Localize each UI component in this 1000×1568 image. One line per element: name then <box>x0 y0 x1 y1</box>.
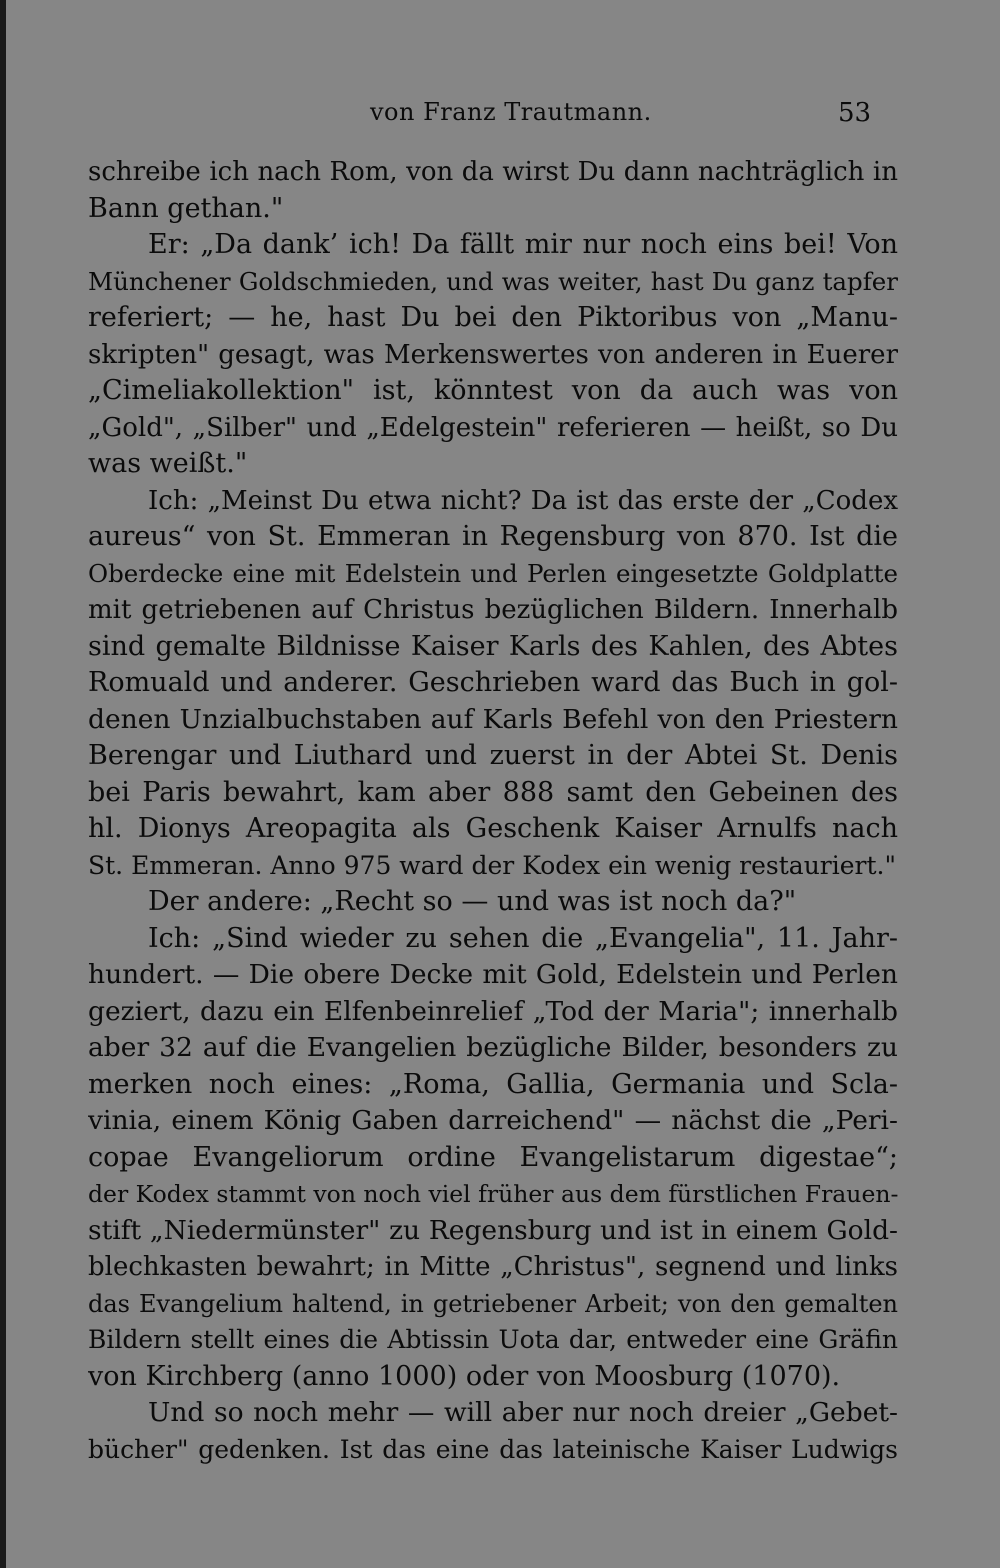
text-line: St. Emmeran. Anno 975 ward der Kodex ein wenig restauriert." <box>88 850 896 880</box>
text-line: aber 32 auf die Evangelien bezügliche Bilder, besonders zu <box>88 1032 898 1063</box>
text-line: stift „Niedermünster" zu Regensburg und ist in einem Gold- <box>88 1214 898 1246</box>
text-line: vinia, einem König Gaben darreichend" — nächst die „Peri- <box>88 1105 898 1136</box>
text-line: was weißt." <box>88 448 248 479</box>
text-line: Ich: „Sind wieder zu sehen die „Evangelia", 11. Jahr- <box>148 922 898 954</box>
text-line: hl. Dionys Areopagita als Geschenk Kaiser Arnulfs nach <box>88 813 898 844</box>
text-line: Oberdecke eine mit Edelstein und Perlen eingesetzte Goldplatte <box>88 558 898 588</box>
running-title: von Franz Trautmann. <box>370 98 652 126</box>
text-line: Der andere: „Recht so — und was ist noch da?" <box>148 886 797 917</box>
text-line: Ich: „Meinst Du etwa nicht? Da ist das erste der „Codex <box>148 485 898 516</box>
text-line: von Kirchberg (anno 1000) oder von Moosburg (1070). <box>88 1360 841 1392</box>
text-line: „Gold", „Silber" und „Edelgestein" referieren — heißt, so Du <box>88 412 898 443</box>
text-line: das Evangelium haltend, in getriebener Arbeit; von den gemalten <box>88 1289 898 1318</box>
text-line: „Cimeliakollektion" ist, könntest von da auch was von <box>88 375 898 406</box>
text-line: blechkasten bewahrt; in Mitte „Christus", segnend und links <box>88 1252 898 1282</box>
text-line: mit getriebenen auf Christus bezüglichen Bildern. Innerhalb <box>88 595 898 625</box>
text-line: der Kodex stammt von noch viel früher aus dem fürstlichen Frauen- <box>88 1180 898 1208</box>
text-line: geziert, dazu ein Elfenbeinrelief „Tod der Maria"; innerhalb <box>88 995 898 1027</box>
text-line: hundert. — Die obere Decke mit Gold, Edelstein und Perlen <box>88 959 898 990</box>
text-line: Münchener Goldschmieden, und was weiter, hast Du ganz tapfer <box>88 266 898 296</box>
page-header <box>0 98 1000 138</box>
text-line: Berengar und Liuthard und zuerst in der Abtei St. Denis <box>88 740 898 771</box>
text-line: sind gemalte Bildnisse Kaiser Karls des Kahlen, des Abtes <box>88 630 898 662</box>
text-line: Bildern stellt eines die Abtissin Uota dar, entweder eine Gräfin <box>88 1325 898 1354</box>
text-line: skripten" gesagt, was Merkenswertes von anderen in Euerer <box>88 339 898 370</box>
text-line: aureus“ von St. Emmeran in Regensburg von 870. Ist die <box>88 521 898 552</box>
page-number: 53 <box>838 98 872 128</box>
body-text <box>88 154 898 1468</box>
text-line: schreibe ich nach Rom, von da wirst Du dann nachträglich in <box>88 157 898 187</box>
text-line: denen Unzialbuchstaben auf Karls Befehl von den Priestern <box>88 703 898 735</box>
text-line: referiert; — he, hast Du bei den Piktoribus von „Manu- <box>88 302 898 333</box>
text-line: Er: „Da dank’ ich! Da fällt mir nur noch eins bei! Von <box>148 229 898 260</box>
text-line: Und so noch mehr — will aber nur noch dreier „Gebet- <box>148 1397 898 1428</box>
text-line: merken noch eines: „Roma, Gallia, Germania und Scla- <box>88 1068 898 1100</box>
text-line: Bann gethan." <box>88 192 284 224</box>
text-line: Romuald und anderer. Geschrieben ward das Buch in gol- <box>88 667 898 698</box>
text-line: bücher" gedenken. Ist das eine das lateinische Kaiser Ludwigs <box>88 1434 898 1464</box>
page-edge-shadow <box>0 0 6 1568</box>
text-line: bei Paris bewahrt, kam aber 888 samt den Gebeinen des <box>88 776 898 808</box>
text-line: copae Evangeliorum ordine Evangelistarum digestae“; <box>88 1141 898 1173</box>
